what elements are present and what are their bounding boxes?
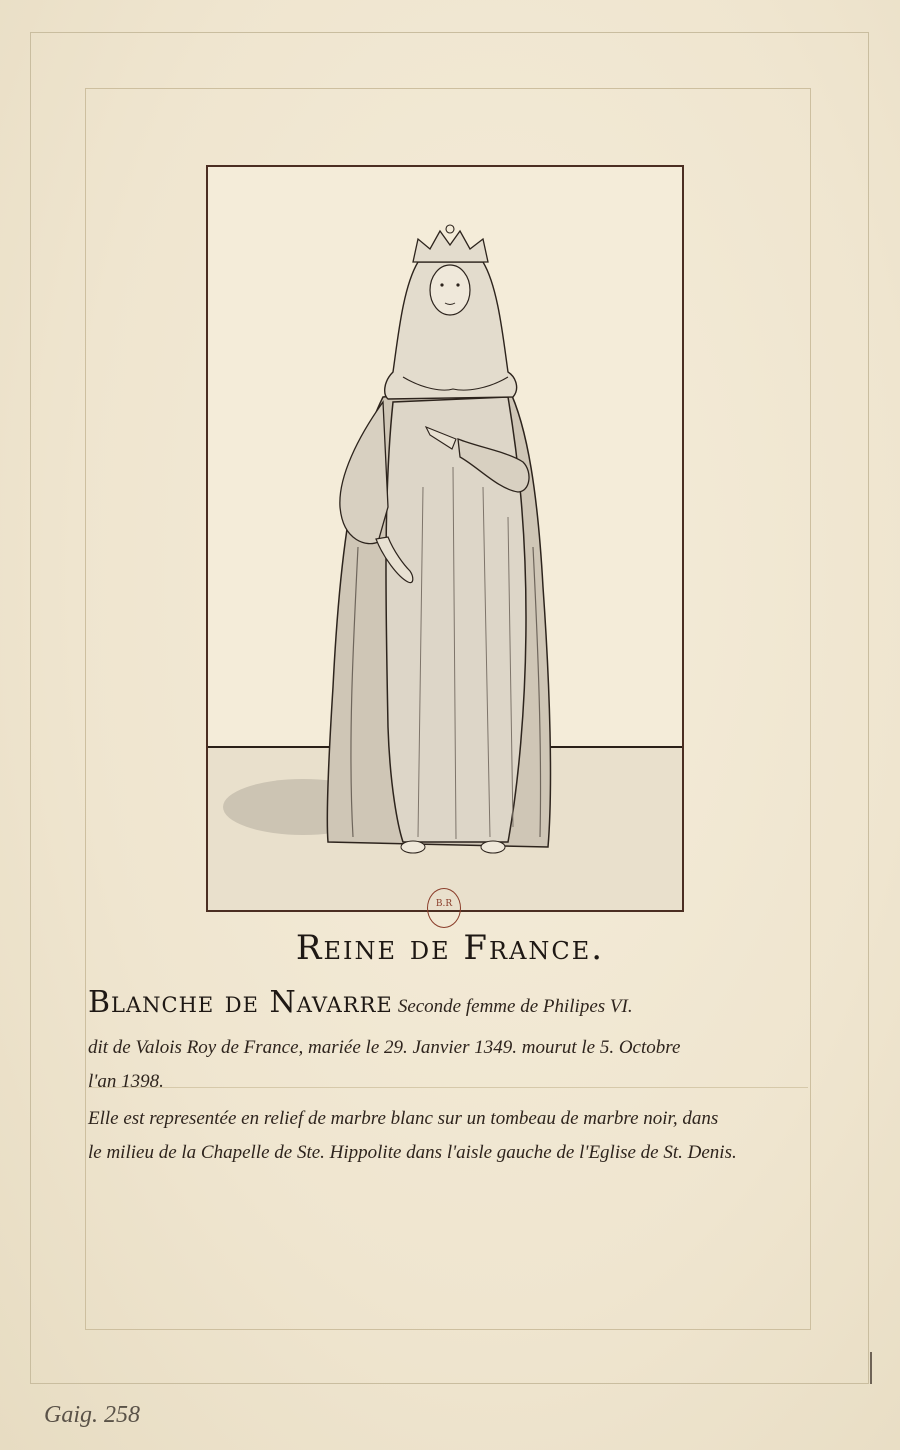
plate-title xyxy=(0,928,900,968)
subject-name: Blanche de Navarre xyxy=(88,985,393,1020)
stamp-text: B.R xyxy=(435,899,453,909)
queen-figure-drawing xyxy=(208,167,682,910)
caption-rule xyxy=(88,1087,808,1088)
library-stamp xyxy=(427,888,461,928)
caption-line-4: Elle est representée en relief de marbre blanc sur un tombeau de marbre noir, dans xyxy=(88,1108,719,1129)
caption-line-3: l'an 1398. xyxy=(88,1071,164,1092)
catalog-mark: Gaig. 258 xyxy=(44,1402,140,1428)
subject-name-suffix: Seconde femme de Philipes VI. xyxy=(397,996,633,1017)
caption-line-2: dit de Valois Roy de France, mariée le 29. Janvier 1349. mourut le 5. Octobre xyxy=(88,1037,681,1058)
caption-line-5: le milieu de la Chapelle de Ste. Hippolite dans l'aisle gauche de l'Eglise de St. Denis. xyxy=(88,1142,737,1163)
edge-mark xyxy=(870,1352,872,1384)
illustration-frame xyxy=(206,165,684,912)
plate-title-text: Reine de France. xyxy=(295,928,605,968)
name-line xyxy=(88,985,828,1020)
